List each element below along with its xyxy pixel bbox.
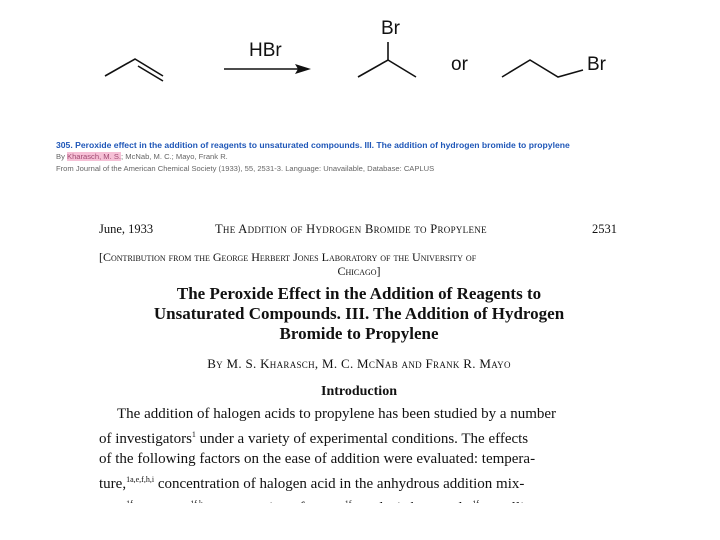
product2-br-label: Br bbox=[587, 54, 606, 75]
by-prefix: By bbox=[56, 152, 65, 161]
title-line: The Peroxide Effect in the Addition of Reagents to bbox=[176, 284, 542, 303]
issue-date: June, 1933 bbox=[99, 222, 154, 236]
journal-page bbox=[99, 222, 619, 519]
body-line: ture,$^{1a,e,f,h,i}$ concentration of halogen acid in the anhydrous addition mix- bbox=[99, 474, 525, 492]
contribution-line-2: Chicago] bbox=[337, 264, 381, 278]
body-line: The addition of halogen acids to propylene has been studied by a number bbox=[117, 406, 557, 422]
reaction-scheme bbox=[0, 0, 720, 130]
contribution-note bbox=[99, 250, 619, 278]
reagent-label: HBr bbox=[249, 40, 282, 61]
byline: By M. S. Kharasch, M. C. McNab and Frank R. Mayo bbox=[207, 356, 511, 371]
1-bromopropane-structure bbox=[502, 60, 583, 77]
or-label: or bbox=[451, 54, 468, 75]
citation: 1a,e,f,h,i bbox=[126, 474, 155, 484]
section-heading: Introduction bbox=[321, 384, 397, 399]
body-line: of the following factors on the ease of addition were evaluated: tempera- bbox=[99, 451, 536, 467]
reference-authors bbox=[56, 151, 696, 163]
reference-source: From Journal of the American Chemical Society (1933), 55, 2531-3. Language: Unavailable, Database: CAPLUS bbox=[56, 164, 435, 173]
2-bromopropane-structure bbox=[358, 60, 416, 77]
reference-title-link[interactable]: 305. Peroxide effect in the addition of reagents to unsaturated compounds. III. The addition of hydrogen bromide to propylene bbox=[56, 140, 570, 150]
contribution-line-1: [Contribution from the George Herbert Jones Laboratory of the University of bbox=[99, 250, 477, 264]
paper-title bbox=[99, 284, 619, 344]
citation: 1 bbox=[191, 429, 196, 439]
title-line: Bromide to Propylene bbox=[279, 324, 439, 343]
propylene-structure bbox=[105, 59, 163, 76]
highlighted-author[interactable]: Kharasch, M. S. bbox=[67, 152, 122, 161]
running-header bbox=[99, 222, 619, 238]
page-number: 2531 bbox=[592, 222, 617, 236]
database-reference bbox=[56, 139, 696, 175]
crop-mask bbox=[0, 503, 720, 540]
product1-br-label: Br bbox=[381, 18, 400, 39]
introduction-paragraph bbox=[99, 404, 619, 519]
body-line: of investigators$^1$ under a variety of experimental conditions. The effects bbox=[99, 429, 529, 447]
other-authors: ; McNab, M. C.; Mayo, Frank R. bbox=[121, 152, 228, 161]
title-line: Unsaturated Compounds. III. The Addition of Hydrogen bbox=[153, 304, 565, 323]
running-title: The Addition of Hydrogen Bromide to Propylene bbox=[215, 222, 487, 236]
